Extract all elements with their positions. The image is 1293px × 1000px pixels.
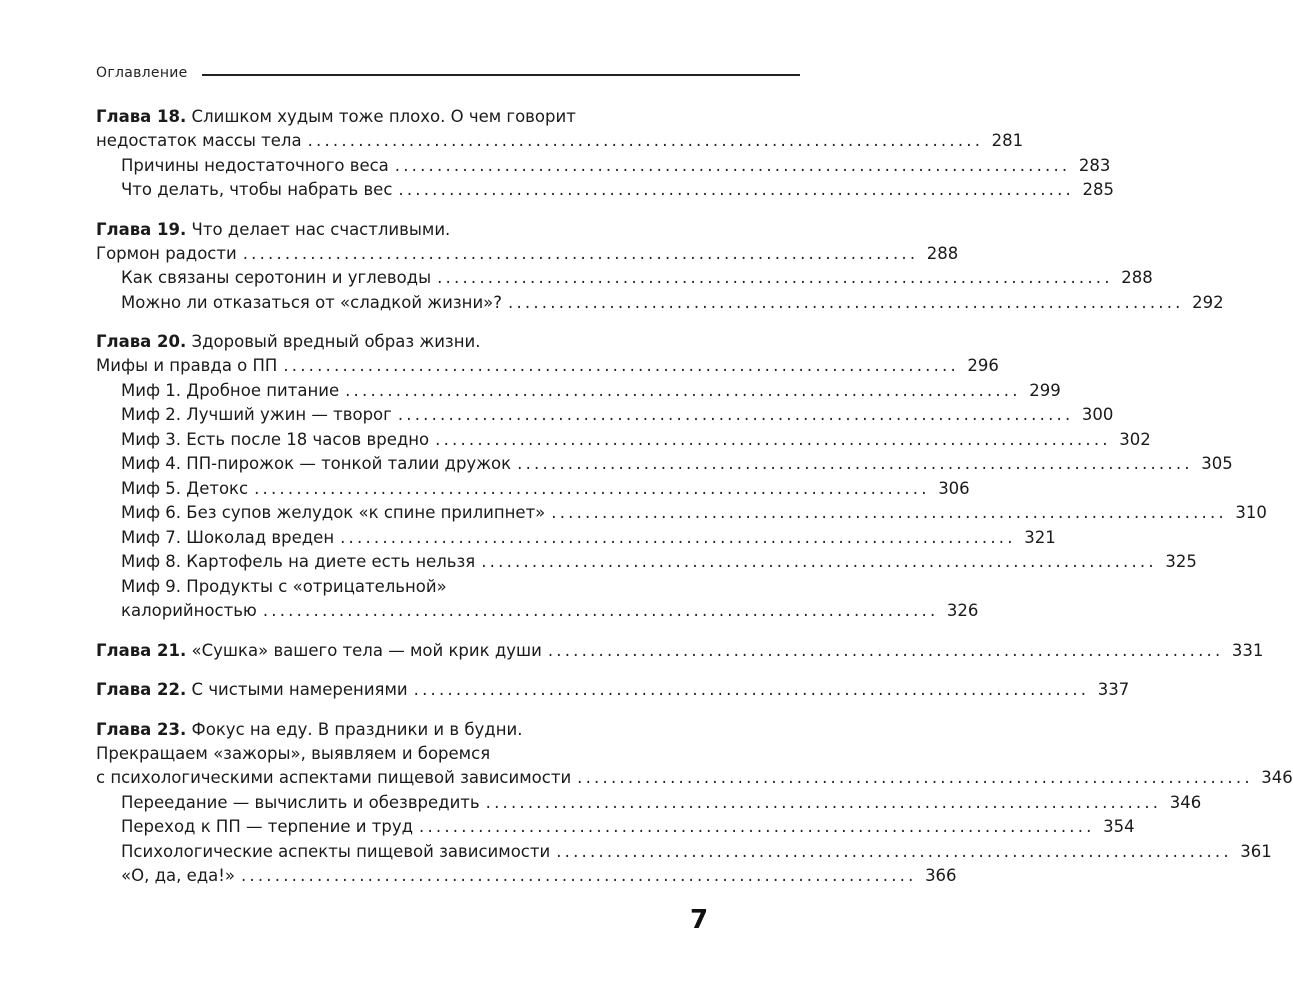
page-ref: 299 xyxy=(1029,380,1061,400)
page-ref: 331 xyxy=(1231,640,1264,660)
chapter-19 xyxy=(96,218,1224,316)
toc-subentry[interactable]: Что делать, чтобы набрать вес ................................................................................ 285 xyxy=(96,178,672,203)
toc-subentry[interactable]: Миф 5. Детокс ................................................................................ 306 xyxy=(96,477,672,502)
chapter-number: Глава 20. xyxy=(96,332,187,351)
dot-leader: ................................................................................ xyxy=(397,405,1074,424)
page-ref: 288 xyxy=(926,243,959,263)
chapter-title: С чистыми намерениями xyxy=(191,680,408,699)
chapter-number: Глава 18. xyxy=(96,107,187,126)
page-ref: 346 xyxy=(1169,792,1202,812)
chapter-20 xyxy=(96,330,1267,624)
dot-leader: ................................................................................ xyxy=(240,866,917,885)
dot-leader: ................................................................................ xyxy=(307,131,984,150)
page-ref: 302 xyxy=(1119,429,1151,449)
dot-leader: ................................................................................ xyxy=(547,640,1224,660)
toc-subentry[interactable]: Можно ли отказаться от «сладкой жизни»? ................................................................................ 292 xyxy=(96,291,672,316)
toc-entry[interactable] xyxy=(96,678,1130,703)
dot-leader: ................................................................................ xyxy=(508,292,1184,312)
dot-leader: ................................................................................ xyxy=(419,817,1095,836)
toc-subentry[interactable]: калорийностью ................................................................................ 326 xyxy=(96,599,672,624)
dot-leader: ................................................................................ xyxy=(435,429,1111,449)
page-ref: 321 xyxy=(1024,527,1056,547)
toc-subentry[interactable]: Причины недостаточного веса ................................................................................ 283 xyxy=(96,154,672,179)
chapter-heading xyxy=(96,330,672,354)
chapter-title: Фокус на еду. В праздники и в будни. xyxy=(191,719,523,739)
toc-subentry[interactable]: Миф 4. ПП-пирожок — тонкой талии дружок ................................................................................ 305 xyxy=(96,452,672,477)
chapter-title-line: Прекращаем «зажоры», выявляем и боремся xyxy=(96,743,491,763)
page-number: 7 xyxy=(690,905,709,935)
page-ref: 306 xyxy=(938,478,970,498)
chapter-title: Слишком худым тоже плохо. О чем говорит xyxy=(191,107,576,126)
page-ref: 281 xyxy=(991,131,1024,150)
dot-leader: ................................................................................ xyxy=(577,768,1253,787)
header-title: Оглавление xyxy=(96,65,188,81)
dot-leader: ................................................................................ xyxy=(254,478,930,498)
toc-subentry-line[interactable]: Миф 9. Продукты с «отрицательной» xyxy=(121,576,447,596)
page-ref: 346 xyxy=(1261,768,1293,787)
dot-leader: ................................................................................ xyxy=(485,792,1162,812)
chapter-number: Глава 19. xyxy=(96,219,187,239)
toc-entry[interactable]: Мифы и правда о ПП ................................................................................ 296 xyxy=(96,354,672,379)
page-ref: 296 xyxy=(967,356,999,375)
running-header xyxy=(96,62,800,84)
page-ref: 292 xyxy=(1192,292,1224,312)
dot-leader: ................................................................................ xyxy=(242,243,919,263)
chapter-heading xyxy=(96,718,672,742)
dot-leader: ................................................................................ xyxy=(394,155,1071,175)
dot-leader: ................................................................................ xyxy=(398,180,1074,199)
dot-leader: ................................................................................ xyxy=(340,527,1016,547)
chapter-22 xyxy=(96,678,1130,703)
toc-subentry[interactable]: Миф 8. Картофель на диете есть нельзя ................................................................................ 325 xyxy=(96,550,672,575)
chapter-18 xyxy=(96,105,1114,203)
chapter-title: «Сушка» вашего тела — мой крик души xyxy=(191,640,542,660)
toc-subentry[interactable]: Как связаны серотонин и углеводы ................................................................................ 288 xyxy=(96,266,672,291)
page-ref: 326 xyxy=(946,601,979,620)
toc-subentry[interactable]: Миф 6. Без супов желудок «к спине прилипнет» ................................................................................ 310 xyxy=(96,501,672,526)
toc-entry[interactable]: с психологическими аспектами пищевой зависимости ................................................................................ 346 xyxy=(96,766,672,791)
dot-leader: ................................................................................ xyxy=(345,380,1021,400)
dot-leader: ................................................................................ xyxy=(517,454,1193,473)
chapter-23 xyxy=(96,718,1293,889)
dot-leader: ................................................................................ xyxy=(437,268,1113,287)
dot-leader: ................................................................................ xyxy=(262,601,939,620)
table-of-contents xyxy=(96,105,1293,904)
chapter-heading xyxy=(96,218,672,242)
page-ref: 310 xyxy=(1235,503,1267,522)
toc-subentry[interactable]: Психологические аспекты пищевой зависимости ................................................................................ 361 xyxy=(96,840,672,865)
dot-leader: ................................................................................ xyxy=(481,552,1157,571)
dot-leader: ................................................................................ xyxy=(556,841,1232,861)
toc-subentry[interactable]: «О, да, еда!» ................................................................................ 366 xyxy=(96,864,672,889)
page-ref: 288 xyxy=(1121,268,1153,287)
toc-subentry[interactable]: Переедание — вычислить и обезвредить ................................................................................ 346 xyxy=(96,791,672,816)
dot-leader: ................................................................................ xyxy=(413,680,1090,699)
chapter-number: Глава 21. xyxy=(96,640,187,660)
page-ref: 285 xyxy=(1082,180,1114,199)
page-ref: 283 xyxy=(1078,155,1111,175)
chapter-number: Глава 22. xyxy=(96,680,187,699)
dot-leader: ................................................................................ xyxy=(283,356,959,375)
toc-subentry[interactable]: Миф 1. Дробное питание ................................................................................ 299 xyxy=(96,379,672,404)
chapter-21 xyxy=(96,639,1264,664)
chapter-title: Здоровый вредный образ жизни. xyxy=(191,332,481,351)
toc-entry[interactable] xyxy=(96,639,1264,664)
dot-leader: ................................................................................ xyxy=(551,503,1227,522)
toc-subentry[interactable]: Миф 7. Шоколад вреден ................................................................................ 321 xyxy=(96,526,672,551)
toc-subentry[interactable]: Миф 3. Есть после 18 часов вредно ................................................................................ 302 xyxy=(96,428,672,453)
toc-entry[interactable]: Гормон радости ................................................................................ 288 xyxy=(96,242,672,267)
chapter-heading xyxy=(96,105,672,129)
header-rule xyxy=(202,74,800,76)
chapter-title: Что делает нас счастливыми. xyxy=(191,219,451,239)
page-ref: 305 xyxy=(1201,454,1233,473)
toc-subentry[interactable]: Переход к ПП — терпение и труд ................................................................................ 354 xyxy=(96,815,672,840)
page-ref: 354 xyxy=(1103,817,1135,836)
page-ref: 300 xyxy=(1081,405,1114,424)
chapter-number: Глава 23. xyxy=(96,719,187,739)
page-ref: 325 xyxy=(1165,552,1197,571)
page-ref: 337 xyxy=(1097,680,1130,699)
page-ref: 361 xyxy=(1240,841,1272,861)
page-ref: 366 xyxy=(925,866,957,885)
toc-entry[interactable]: недостаток массы тела ................................................................................ 281 xyxy=(96,129,672,154)
toc-subentry[interactable]: Миф 2. Лучший ужин — творог ................................................................................ 300 xyxy=(96,403,672,428)
